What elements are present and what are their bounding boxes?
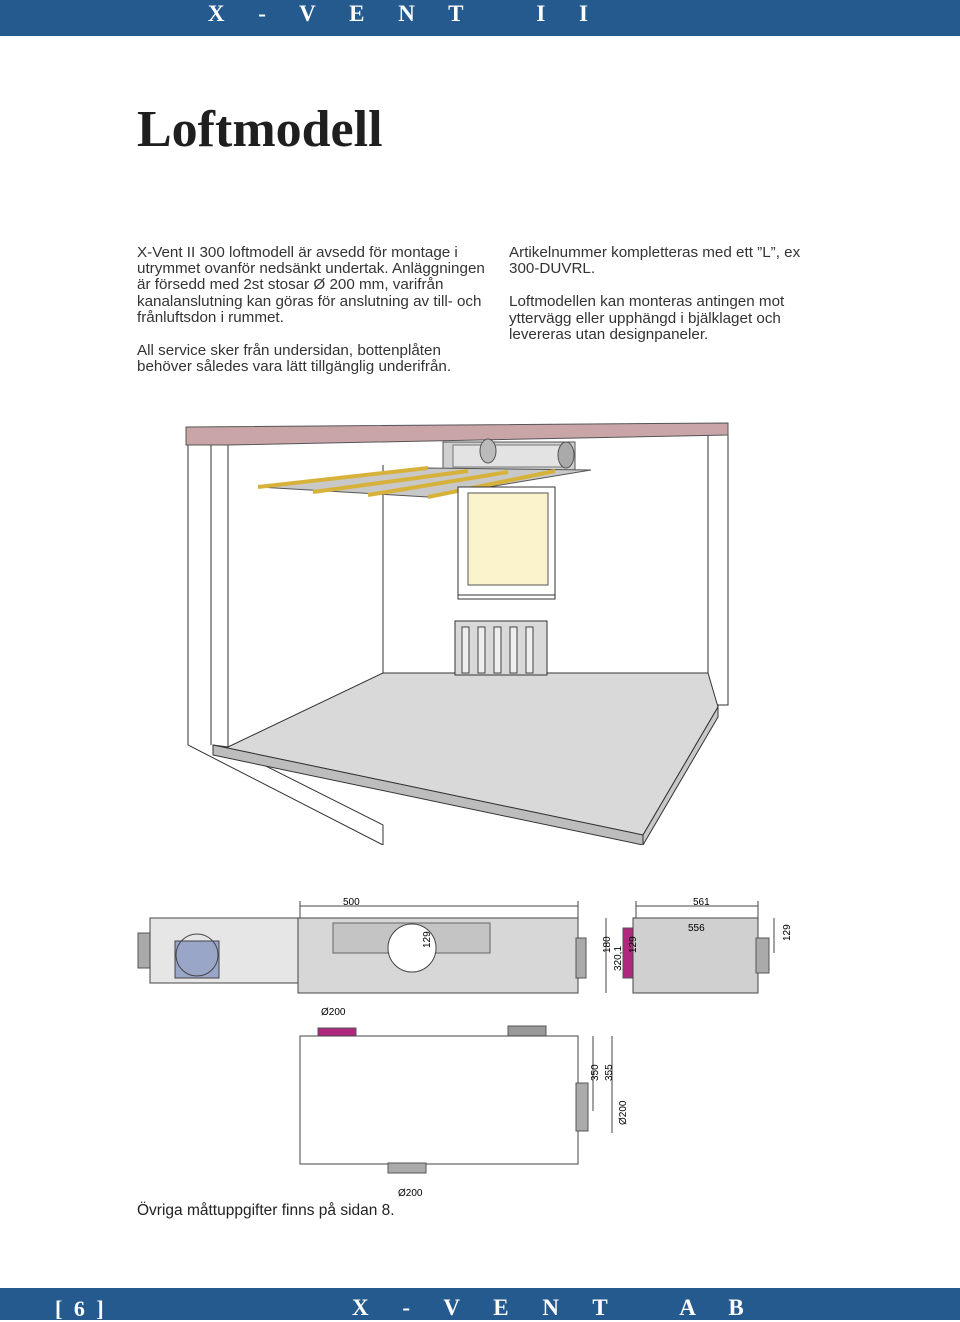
header-band (0, 0, 960, 36)
dim-depth-355: 355 (604, 1064, 615, 1081)
right-paragraph-1: Artikelnummer kompletteras med ett ”L”, ex 300-DUVRL. (509, 244, 801, 278)
dim-right-129: 129 (782, 924, 793, 941)
page-title: Loftmodell (137, 101, 383, 158)
dim-height-320: 320,1 (613, 945, 624, 971)
ventilation-unit (443, 439, 575, 470)
dim-side-stub: 129 (628, 936, 639, 953)
dim-side-inner-width: 556 (688, 923, 705, 934)
front-view (138, 918, 310, 983)
footer-company: X - V E N T A B (352, 1295, 758, 1320)
dim-side-width: 561 (693, 897, 710, 908)
dim-bottom-diameter: Ø200 (398, 1188, 423, 1199)
room-illustration (183, 415, 733, 845)
dimension-drawings (128, 893, 808, 1203)
left-paragraph-1: X-Vent II 300 loftmodell är avsedd för montage i utrymmet ovanför nedsänkt undertak. Anläggningen är försedd med 2st stosar Ø 200 mm, varifrån kanalanslutning kan göras för anslutning av till- och frånluftsdon i rummet. (137, 244, 485, 326)
dim-height-180: 180 (602, 936, 613, 953)
radiator (455, 621, 547, 675)
footnote: Övriga måttuppgifter finns på sidan 8. (137, 1202, 395, 1219)
middle-view (298, 901, 586, 993)
right-paragraph-2: Loftmodellen kan monteras antingen mot yttervägg eller upphängd i bjälklaget och levereras utan designpaneler. (509, 293, 785, 343)
dim-right-diameter: Ø200 (618, 1100, 629, 1125)
dim-front-stub: 129 (422, 931, 433, 948)
right-text-column (509, 245, 809, 360)
footer-band (0, 1288, 960, 1320)
left-text-column (137, 245, 497, 392)
dim-top-diameter: Ø200 (321, 1007, 346, 1018)
header-brand: X - V E N T I I (207, 1, 602, 26)
left-paragraph-2: All service sker från undersidan, bottenplåten behöver således vara lätt tillgänglig underifrån. (137, 342, 452, 376)
dim-depth-350: 350 (590, 1064, 601, 1081)
dim-front-width: 500 (343, 897, 360, 908)
top-view (300, 1026, 612, 1173)
page-number: [ 6 ] (55, 1296, 107, 1321)
window (458, 487, 555, 599)
